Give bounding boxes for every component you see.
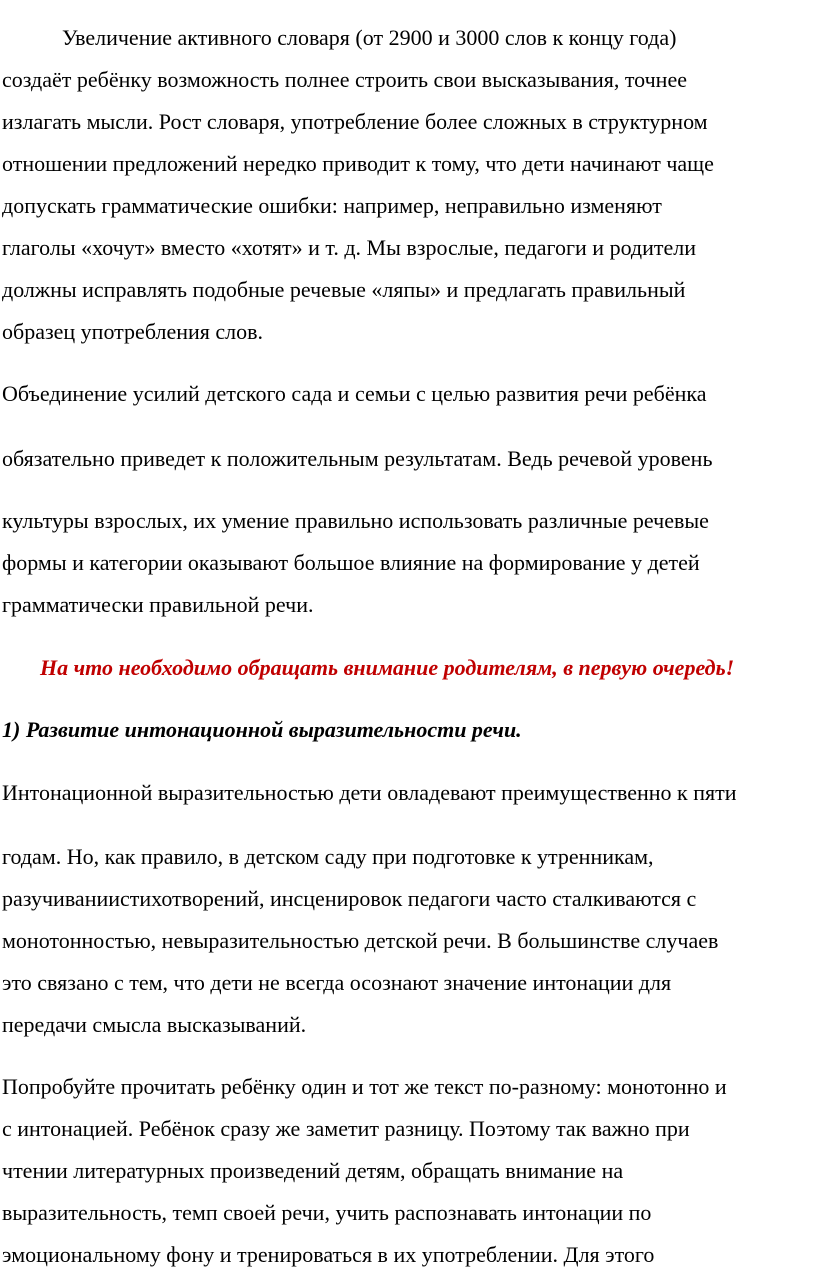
paragraph-2-line-1: Объединение усилий детского сада и семьи с целью развития речи ребёнка [2, 381, 707, 406]
section-1-heading: 1) Развитие интонационной выразительности речи. [2, 717, 522, 742]
paragraph-4-line-5: эмоциональному фону и тренироваться в их употреблении. Для этого [2, 1242, 655, 1267]
attention-heading: На что необходимо обращать внимание родителям, в первую очередь! [40, 655, 735, 680]
paragraph-1-line-2: создаёт ребёнку возможность полнее строить свои высказывания, точнее [2, 67, 687, 92]
paragraph-1-line-5: допускать грамматические ошибки: например, неправильно изменяют [2, 193, 662, 218]
paragraph-1-line-6: глаголы «хочут» вместо «хотят» и т. д. Мы взрослые, педагоги и родители [2, 235, 697, 260]
paragraph-4-line-3: чтении литературных произведений детям, обращать внимание на [2, 1158, 624, 1183]
paragraph-3-line-6: передачи смысла высказываний. [2, 1012, 307, 1037]
paragraph-1-line-7: должны исправлять подобные речевые «ляпы» и предлагать правильный [2, 277, 686, 302]
paragraph-2-line-2: обязательно приведет к положительным результатам. Ведь речевой уровень [2, 446, 713, 471]
paragraph-4-line-1: Попробуйте прочитать ребёнку один и тот же текст по-разному: монотонно и [2, 1074, 727, 1099]
paragraph-2-line-3: культуры взрослых, их умение правильно использовать различные речевые [2, 508, 709, 533]
paragraph-1-line-3: излагать мысли. Рост словаря, употребление более сложных в структурном [2, 109, 708, 134]
paragraph-3-line-5: это связано с тем, что дети не всегда осознают значение интонации для [2, 970, 672, 995]
paragraph-1-line-8: образец употребления слов. [2, 319, 264, 344]
paragraph-2-line-5: грамматически правильной речи. [2, 592, 314, 617]
paragraph-1-line-1: Увеличение активного словаря (от 2900 и 3000 слов к концу года) [62, 25, 677, 50]
paragraph-3-line-3: разучиваниистихотворений, инсценировок педагоги часто сталкиваются с [2, 886, 697, 911]
paragraph-1-line-4: отношении предложений нередко приводит к тому, что дети начинают чаще [2, 151, 714, 176]
paragraph-2-line-4: формы и категории оказывают большое влияние на формирование у детей [2, 550, 700, 575]
paragraph-3-line-4: монотонностью, невыразительностью детской речи. В большинстве случаев [2, 928, 719, 953]
paragraph-3-line-2: годам. Но, как правило, в детском саду при подготовке к утренникам, [2, 844, 654, 869]
paragraph-4-line-2: с интонацией. Ребёнок сразу же заметит разницу. Поэтому так важно при [2, 1116, 690, 1141]
paragraph-3-line-1: Интонационной выразительностью дети овладевают преимущественно к пяти [2, 780, 737, 805]
paragraph-4-line-4: выразительность, темп своей речи, учить распознавать интонации по [2, 1200, 652, 1225]
